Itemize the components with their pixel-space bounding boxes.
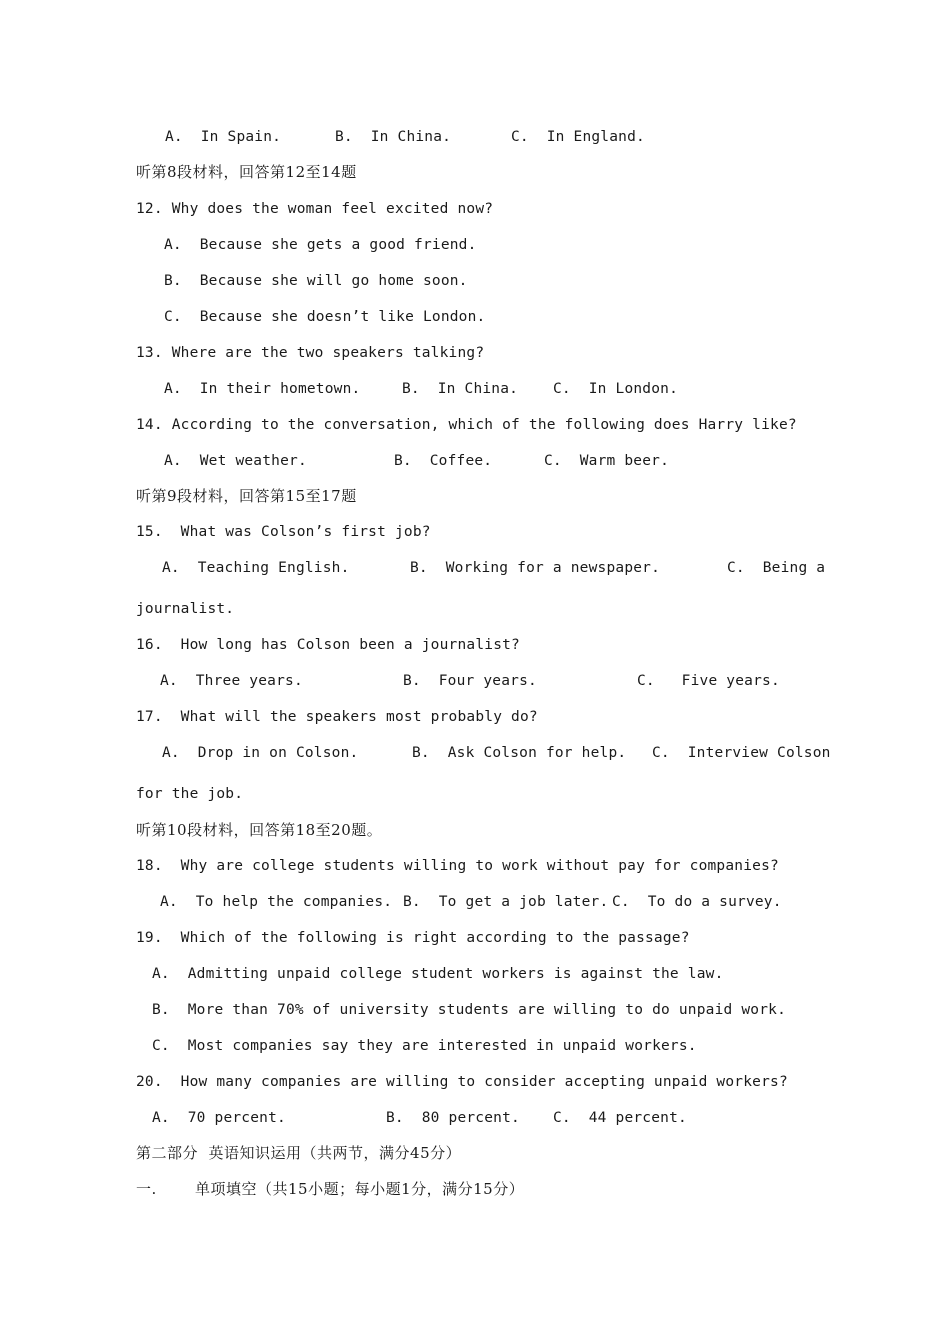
- q14-option-c: C. Warm beer.: [544, 453, 670, 469]
- q16-stem: 16. How long has Colson been a journalist?: [136, 637, 520, 653]
- section-9-header: 听第9段材料，回答第15至17题: [136, 487, 357, 505]
- q15-stem: 15. What was Colson’s first job?: [136, 524, 431, 540]
- q18-stem: 18. Why are college students willing to work without pay for companies?: [136, 858, 779, 874]
- q20-option-c: C. 44 percent.: [553, 1110, 687, 1126]
- q12-option-c: C. Because she doesn’t like London.: [164, 309, 486, 325]
- q19-option-c: C. Most companies say they are interested in unpaid workers.: [152, 1038, 697, 1054]
- q11-option-b: B. In China.: [335, 129, 452, 145]
- q19-option-a: A. Admitting unpaid college student workers is against the law.: [152, 966, 724, 982]
- q13-option-a: A. In their hometown.: [164, 381, 361, 397]
- q15-option-b: B. Working for a newspaper.: [410, 560, 661, 576]
- section-1-title: 单项填空（共15小题；每小题1分，满分15分）: [195, 1180, 525, 1198]
- q20-option-b: B. 80 percent.: [386, 1110, 520, 1126]
- q16-option-b: B. Four years.: [403, 673, 537, 689]
- q11-option-c: C. In England.: [511, 129, 645, 145]
- q17-stem: 17. What will the speakers most probably do?: [136, 709, 538, 725]
- q14-option-b: B. Coffee.: [394, 453, 493, 469]
- q20-option-a: A. 70 percent.: [152, 1110, 286, 1126]
- q19-option-b: B. More than 70% of university students are willing to do unpaid work.: [152, 1002, 787, 1018]
- q16-option-c: C. Five years.: [637, 673, 780, 689]
- section-10-header: 听第10段材料，回答第18至20题。: [136, 821, 383, 839]
- q18-option-c: C. To do a survey.: [612, 894, 782, 910]
- q17-option-c: C. Interview Colson: [652, 745, 831, 761]
- q15-option-a: A. Teaching English.: [162, 560, 350, 576]
- q11-option-a: A. In Spain.: [165, 129, 282, 145]
- q15-option-c: C. Being a: [727, 560, 826, 576]
- q17-option-b: B. Ask Colson for help.: [412, 745, 627, 761]
- q18-option-a: A. To help the companies.: [160, 894, 393, 910]
- q13-option-b: B. In China.: [402, 381, 519, 397]
- q14-stem: 14. According to the conversation, which of the following does Harry like?: [136, 417, 797, 433]
- q17-option-c-continued: for the job.: [136, 786, 244, 802]
- q15-option-c-continued: journalist.: [136, 601, 235, 617]
- q12-option-a: A. Because she gets a good friend.: [164, 237, 477, 253]
- q17-option-a: A. Drop in on Colson.: [162, 745, 359, 761]
- q19-stem: 19. Which of the following is right according to the passage?: [136, 930, 690, 946]
- q20-stem: 20. How many companies are willing to consider accepting unpaid workers?: [136, 1074, 788, 1090]
- q12-option-b: B. Because she will go home soon.: [164, 273, 468, 289]
- section-1-number: 一.: [136, 1180, 157, 1198]
- section-8-header: 听第8段材料，回答第12至14题: [136, 163, 357, 181]
- q14-option-a: A. Wet weather.: [164, 453, 307, 469]
- part-2-title: 第二部分 英语知识运用（共两节，满分45分）: [136, 1144, 462, 1162]
- q18-option-b: B. To get a job later.: [403, 894, 609, 910]
- q16-option-a: A. Three years.: [160, 673, 303, 689]
- q13-option-c: C. In London.: [553, 381, 679, 397]
- q12-stem: 12. Why does the woman feel excited now?: [136, 201, 494, 217]
- q13-stem: 13. Where are the two speakers talking?: [136, 345, 485, 361]
